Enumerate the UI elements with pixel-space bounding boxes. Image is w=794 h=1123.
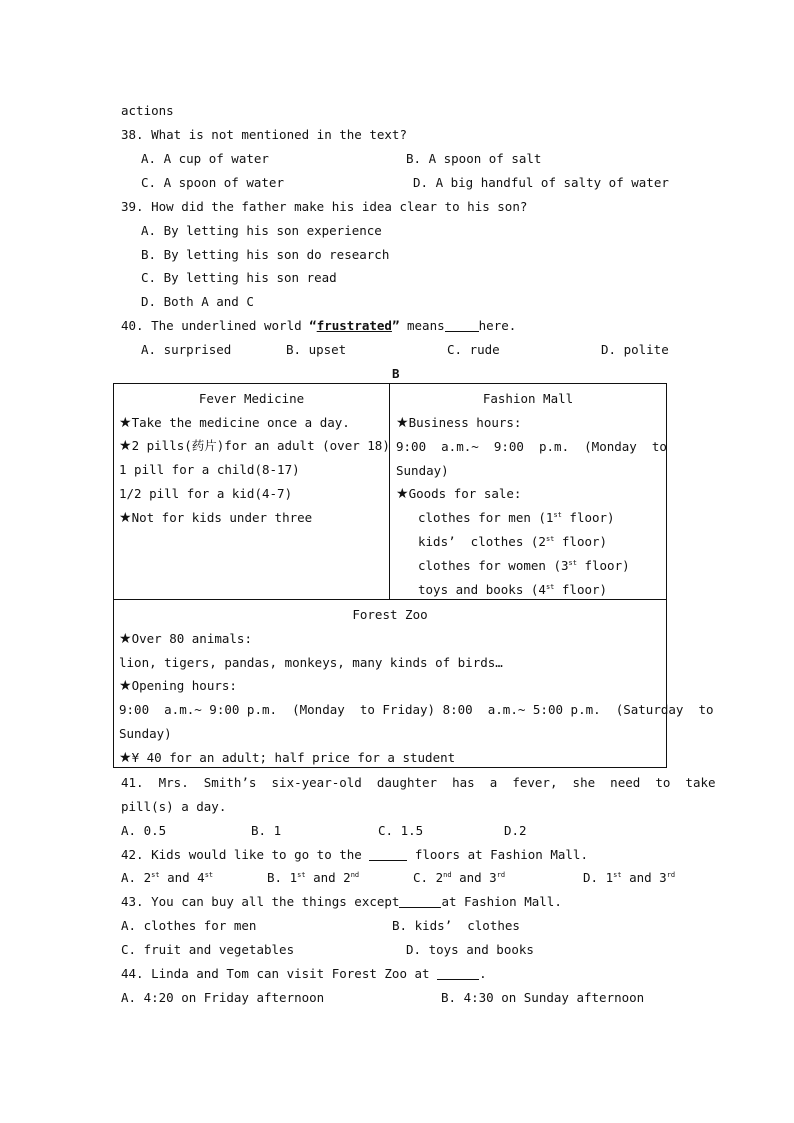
answer-blank[interactable] [369,848,407,861]
q43-option-b: B. kids’ clothes [392,918,520,933]
q41-option-b: B. 1 [251,823,282,838]
question-41: 41. Mrs. Smith’s six-year-old daughter has a fever, she need to take [121,775,716,790]
q38-option-a: A. A cup of water [141,151,269,166]
q40-option-c: C. rude [447,342,500,357]
fashion-mall-title: Fashion Mall [482,391,574,406]
star-icon: ★ [396,486,409,502]
q42-option-d: D. 1st and 3rd [583,870,676,885]
q42-option-b: B. 1st and 2nd [267,870,360,885]
mall-goods-item: clothes for men (1st floor) [418,510,615,525]
text-line: actions [121,103,174,118]
answer-blank[interactable] [445,319,479,332]
q39-option-a: A. By letting his son experience [141,223,382,238]
star-icon: ★ [119,415,132,431]
q40-option-d: D. polite [601,342,669,357]
forest-zoo-title: Forest Zoo [352,607,428,622]
zoo-line: lion, tigers, pandas, monkeys, many kinds of birds… [119,655,503,670]
question-41-cont: pill(s) a day. [121,799,227,814]
mall-line: Sunday) [396,463,449,478]
q41-option-d: D.2 [504,823,527,838]
q39-option-d: D. Both A and C [141,294,254,309]
zoo-line: ★¥ 40 for an adult; half price for a student [119,750,456,766]
answer-blank[interactable] [437,967,479,980]
star-icon: ★ [119,678,132,694]
q39-option-b: B. By letting his son do research [141,247,390,262]
mall-goods-item: toys and books (4st floor) [418,582,608,597]
fever-line: 1/2 pill for a kid(4-7) [119,486,293,501]
q43-option-a: A. clothes for men [121,918,257,933]
star-icon: ★ [119,510,132,526]
mall-line: 9:00 a.m.~ 9:00 p.m. (Monday to [396,439,667,454]
q43-option-c: C. fruit and vegetables [121,942,295,957]
star-icon: ★ [119,750,132,766]
mall-line: ★Business hours: [396,415,522,431]
q44-option-a: A. 4:20 on Friday afternoon [121,990,325,1005]
q42-option-c: C. 2nd and 3rd [413,870,506,885]
q38-option-b: B. A spoon of salt [406,151,542,166]
zoo-line: 9:00 a.m.~ 9:00 p.m. (Monday to Friday) 8:00 a.m.~ 5:00 p.m. (Saturday to [119,702,714,717]
fever-line: ★2 pills(药片)for an adult (over 18) [119,438,390,454]
q44-option-b: B. 4:30 on Sunday afternoon [441,990,645,1005]
question-43: 43. You can buy all the things except at Fashion Mall. [121,894,562,909]
mall-goods-item: kids’ clothes (2st floor) [418,534,608,549]
fever-line: ★Not for kids under three [119,510,313,526]
zoo-line: ★Over 80 animals: [119,631,252,647]
question-42: 42. Kids would like to go to the floors at Fashion Mall. [121,847,588,862]
zoo-line: Sunday) [119,726,172,741]
q41-option-a: A. 0.5 [121,823,167,838]
mall-goods-item: clothes for women (3st floor) [418,558,630,573]
fever-line: 1 pill for a child(8-17) [119,462,300,477]
q42-option-a: A. 2st and 4st [121,870,214,885]
fever-line: ★Take the medicine once a day. [119,415,350,431]
star-icon: ★ [119,438,132,454]
fever-medicine-title: Fever Medicine [198,391,305,406]
underlined-word: frustrated [316,318,392,333]
question-44: 44. Linda and Tom can visit Forest Zoo at . [121,966,487,981]
table-divider [113,599,667,600]
q43-option-d: D. toys and books [406,942,534,957]
zoo-line: ★Opening hours: [119,678,237,694]
q38-option-c: C. A spoon of water [141,175,284,190]
star-icon: ★ [119,631,132,647]
section-label: B [392,366,400,381]
q40-option-b: B. upset [286,342,347,357]
question-40: 40. The underlined world “frustrated” means here. [121,318,517,333]
mall-line: ★Goods for sale: [396,486,522,502]
star-icon: ★ [396,415,409,431]
answer-blank[interactable] [399,895,441,908]
question-38: 38. What is not mentioned in the text? [121,127,407,142]
q39-option-c: C. By letting his son read [141,270,337,285]
question-39: 39. How did the father make his idea clear to his son? [121,199,528,214]
q41-option-c: C. 1.5 [378,823,424,838]
table-divider [389,383,390,599]
q40-option-a: A. surprised [141,342,232,357]
q38-option-d: D. A big handful of salty of water [413,175,669,190]
